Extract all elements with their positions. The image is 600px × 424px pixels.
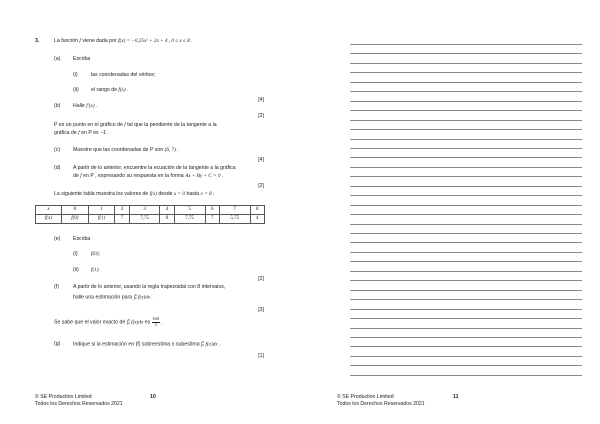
table-cell: 2 [115, 206, 129, 215]
part-f-text-2: halle una estimación para ∫8 0 f(x)dx . [73, 293, 153, 301]
answer-line [350, 148, 582, 149]
mark-f: [3] [258, 307, 264, 313]
mark-d: [2] [258, 183, 264, 189]
table-cell: 7 [219, 206, 250, 215]
answer-line [350, 337, 582, 338]
answer-line [350, 120, 582, 121]
table-cell: 3 [129, 206, 160, 215]
table-cell: 5,75 [219, 215, 250, 224]
answer-line [350, 186, 582, 187]
part-g-label: (g) [54, 341, 61, 347]
answer-line [350, 72, 582, 73]
part-b-text: Halle f′(x) . [73, 103, 98, 109]
point-p-text-1: P es un punto en el gráfico de f tal que la pendiente de la tangente a la [54, 122, 217, 128]
part-f-text-1: A partir de lo anterior, usando la regla trapezoidal con 8 intervalos, [73, 284, 226, 290]
part-e-text: Escriba [73, 236, 91, 242]
part-a-i-text: las coordenadas del vértice; [91, 72, 156, 78]
part-e-label: (e) [54, 236, 61, 242]
answer-line [350, 356, 582, 357]
table-cell: 6 [205, 206, 219, 215]
answer-line [350, 309, 582, 310]
answer-line [350, 176, 582, 177]
integral-limits: 8 0 [202, 340, 205, 348]
part-g-text: Indique si la estimación en (f) sobreestima o subestima ∫8 0 f(x)dx . [73, 340, 221, 348]
answer-line [350, 167, 582, 168]
integral-sign: ∫ [126, 319, 129, 326]
answer-line [350, 271, 582, 272]
mark-b: [2] [258, 113, 264, 119]
table-row-x [36, 206, 265, 215]
part-f-label: (f) [54, 284, 59, 290]
footer-company: © SE Production Limited [35, 394, 92, 400]
table-fx-header: f(x) [36, 215, 62, 224]
part-a-label: (a) [54, 56, 61, 62]
answer-line [350, 299, 582, 300]
table-row-fx [36, 215, 265, 224]
answer-line [350, 280, 582, 281]
part-e-i-math: f(0); [91, 251, 101, 257]
table-cell: 8 [160, 215, 174, 224]
answer-line [350, 290, 582, 291]
mark-e: [2] [258, 276, 264, 282]
answer-line [350, 129, 582, 130]
part-c-label: (c) [54, 147, 61, 153]
table-cell: 7,75 [129, 215, 160, 224]
part-a-i-label: (i) [73, 72, 78, 78]
integral-limits: 8 0 [135, 293, 137, 301]
point-p-text-2: gráfica de f en P es −1 . [54, 130, 109, 136]
table-cell: 8 [250, 206, 264, 215]
table-cell: 7 [205, 215, 219, 224]
answer-line [350, 139, 582, 140]
answer-line [350, 375, 582, 376]
integral-sign: ∫ [133, 294, 135, 301]
part-b-label: (b) [54, 103, 61, 109]
answer-line [350, 44, 582, 45]
answer-line [350, 261, 582, 262]
table-cell: 5 [174, 206, 205, 215]
answer-line [350, 233, 582, 234]
footer-rights: Todos los Derechos Reservados 2021 [337, 401, 425, 407]
table-x-header: x [36, 206, 62, 215]
question-intro: La función f viene dada por f(x) = −0,25x² + 2x + 4 , 0 ≤ x ≤ 8 . [54, 38, 193, 44]
table-cell: 4 [250, 215, 264, 224]
answer-line [350, 242, 582, 243]
part-e-ii-math: f(1). [91, 267, 100, 273]
part-d-text-2: de f en P , expresando su respuesta en la forma Ax + By + C = 0 . [73, 173, 224, 179]
part-e-i-label: (i) [73, 251, 78, 257]
table-cell: f(1) [88, 215, 115, 224]
exact-fraction: $\frac{160}{3}$ [152, 316, 160, 327]
table-cell: 7,75 [174, 215, 205, 224]
answer-line [350, 318, 582, 319]
answer-line [350, 224, 582, 225]
answer-line [350, 157, 582, 158]
answer-line [350, 328, 582, 329]
page-number: 11 [453, 394, 459, 400]
part-d-text-1: A partir de lo anterior, encuentre la ecuación de la tangente a la gráfica [73, 165, 236, 171]
mark-g: [1] [258, 353, 264, 359]
part-a-text: Escriba [73, 56, 91, 62]
footer-rights: Todos los Derechos Reservados 2021 [35, 401, 123, 407]
part-a-ii-label: (ii) [73, 87, 79, 93]
values-table [35, 205, 265, 224]
integral-sign: ∫ [201, 341, 203, 348]
answer-line [350, 101, 582, 102]
mark-a: [4] [258, 97, 264, 103]
part-d-label: (d) [54, 165, 61, 171]
question-number: 3. [35, 38, 40, 44]
answer-line [350, 110, 582, 111]
answer-line [350, 365, 582, 366]
table-cell: f(0) [61, 215, 88, 224]
answer-line [350, 214, 582, 215]
footer-company: © SE Production Limited [337, 394, 394, 400]
answer-line [350, 195, 582, 196]
answer-line [350, 205, 582, 206]
page-number: 10 [150, 394, 156, 400]
answer-line [350, 91, 582, 92]
table-intro: La siguiente tabla muestra los valores de f(x) desde x = 0 hasta x = 8 : [54, 191, 215, 197]
part-e-ii-label: (ii) [73, 267, 79, 273]
table-cell: 7 [115, 215, 129, 224]
answer-line [350, 82, 582, 83]
part-a-ii-text: el rango de f(x) . [91, 87, 129, 93]
answer-line [350, 53, 582, 54]
part-c-text: Muestre que las coordenadas de P son (6, 7) . [73, 147, 179, 153]
table-cell: 0 [61, 206, 88, 215]
table-cell: 4 [160, 206, 174, 215]
answer-line [350, 252, 582, 253]
answer-line [350, 346, 582, 347]
integral-limits: 8 0 [128, 317, 130, 326]
mark-c: [4] [258, 157, 264, 163]
answer-line [350, 63, 582, 64]
table-cell: 1 [88, 206, 115, 215]
exact-value-text: Se sabe que el valor exacto de ∫8 0 f(x)dx es $\frac{160}{3}$ . [54, 316, 163, 327]
